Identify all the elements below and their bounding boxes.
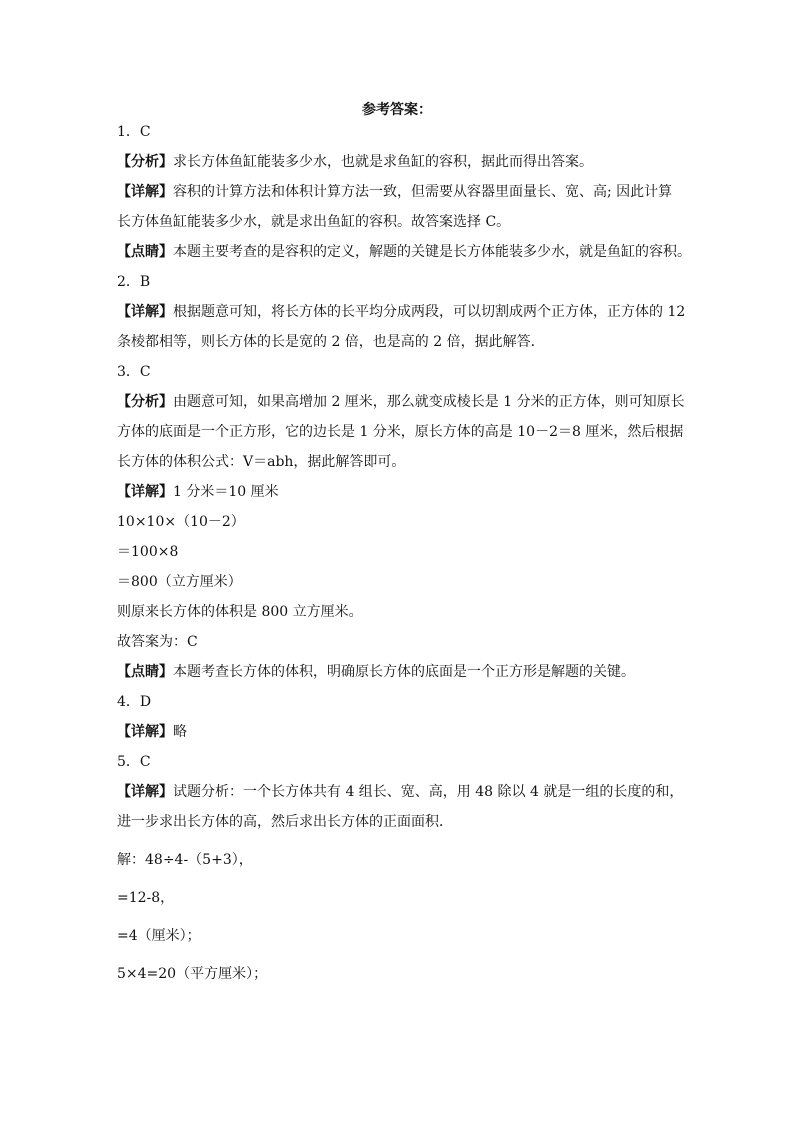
answer-3-detail	[117, 482, 679, 502]
answer-1-choice: 1．C	[117, 124, 151, 140]
answer-5-calc-3: =4（厘米）；	[117, 928, 201, 944]
answer-3-calc-2: ＝100×8	[117, 544, 179, 560]
answer-3-calc-1: 10×10×（10－2）	[117, 514, 245, 530]
answer-3-choice: 3．C	[117, 364, 151, 380]
answer-5-detail-line-1	[117, 782, 684, 802]
answer-3-analysis-line-1	[117, 392, 685, 412]
section-tag: 【详解】	[117, 304, 173, 320]
section-text: 根据题意可知，将长方体的长平均分成两段，可以切割成两个正方体，正方体的 12	[173, 304, 686, 320]
answer-3-analysis-line-3: 长方体的体积公式：V＝abh，据此解答即可。	[117, 454, 406, 470]
answer-4-choice: 4．D	[117, 694, 152, 710]
section-tag: 【点睛】	[117, 244, 173, 260]
section-text: 容积的计算方法和体积计算方法一致，但需要从容器里面量长、宽、高; 因此计算	[173, 184, 673, 200]
section-text: 本题考查长方体的体积，明确原长方体的底面是一个正方形是解题的关键。	[173, 664, 635, 680]
answer-3-result: 则原来长方体的体积是 800 立方厘米。	[117, 604, 363, 620]
answer-content	[117, 122, 691, 984]
section-tag: 【详解】	[117, 784, 173, 800]
answer-5-detail-line-2: 进一步求出长方体的高，然后求出长方体的正面面积．	[117, 814, 453, 830]
section-tag: 【详解】	[117, 724, 173, 740]
answer-1-analysis	[117, 152, 679, 172]
section-tag: 【详解】	[117, 484, 173, 500]
section-text: 由题意可知，如果高增加 2 厘米，那么就变成棱长是 1 分米的正方体，则可知原长	[173, 394, 685, 410]
answer-1-point	[117, 242, 691, 262]
answer-3-calc-3: ＝800（立方厘米）	[117, 574, 242, 590]
answer-2-choice: 2．B	[117, 274, 151, 290]
answer-2-detail-line-2: 条棱都相等，则长方体的长是宽的 2 倍，也是高的 2 倍，据此解答．	[117, 334, 545, 350]
section-tag: 【点睛】	[117, 664, 173, 680]
answer-3-analysis-line-2: 方体的底面是一个正方形，它的边长是 1 分米，原长方体的高是 10－2＝8 厘米，然后根据	[117, 424, 684, 440]
answer-1-detail-line-2: 长方体鱼缸能装多少水，就是求出鱼缸的容积。故答案选择 C。	[117, 214, 511, 230]
answer-3-point	[117, 662, 679, 682]
answer-1-detail-line-1	[117, 182, 679, 202]
answer-3-final: 故答案为：C	[117, 634, 198, 650]
section-text: 本题主要考查的是容积的定义，解题的关键是长方体能装多少水，就是鱼缸的容积。	[173, 244, 691, 260]
answer-4-detail	[117, 722, 679, 742]
section-text: 求长方体鱼缸能装多少水，也就是求鱼缸的容积，据此而得出答案。	[173, 154, 593, 170]
page-title: 参考答案：	[362, 102, 432, 118]
answer-5-calc-2: =12-8，	[117, 890, 175, 906]
section-text: 试题分析：一个长方体共有 4 组长、宽、高，用 48 除以 4 就是一组的长度的和，	[173, 784, 684, 800]
section-text: 略	[173, 724, 187, 740]
section-text: 1 分米＝10 厘米	[173, 484, 279, 500]
answer-5-calc-1: 解：48÷4-（5+3），	[117, 852, 253, 868]
answer-5-choice: 5．C	[117, 754, 151, 770]
section-tag: 【详解】	[117, 184, 173, 200]
section-tag: 【分析】	[117, 394, 173, 410]
section-tag: 【分析】	[117, 154, 173, 170]
answer-2-detail-line-1	[117, 302, 686, 322]
answer-5-calc-4: 5×4=20（平方厘米）；	[117, 966, 268, 982]
